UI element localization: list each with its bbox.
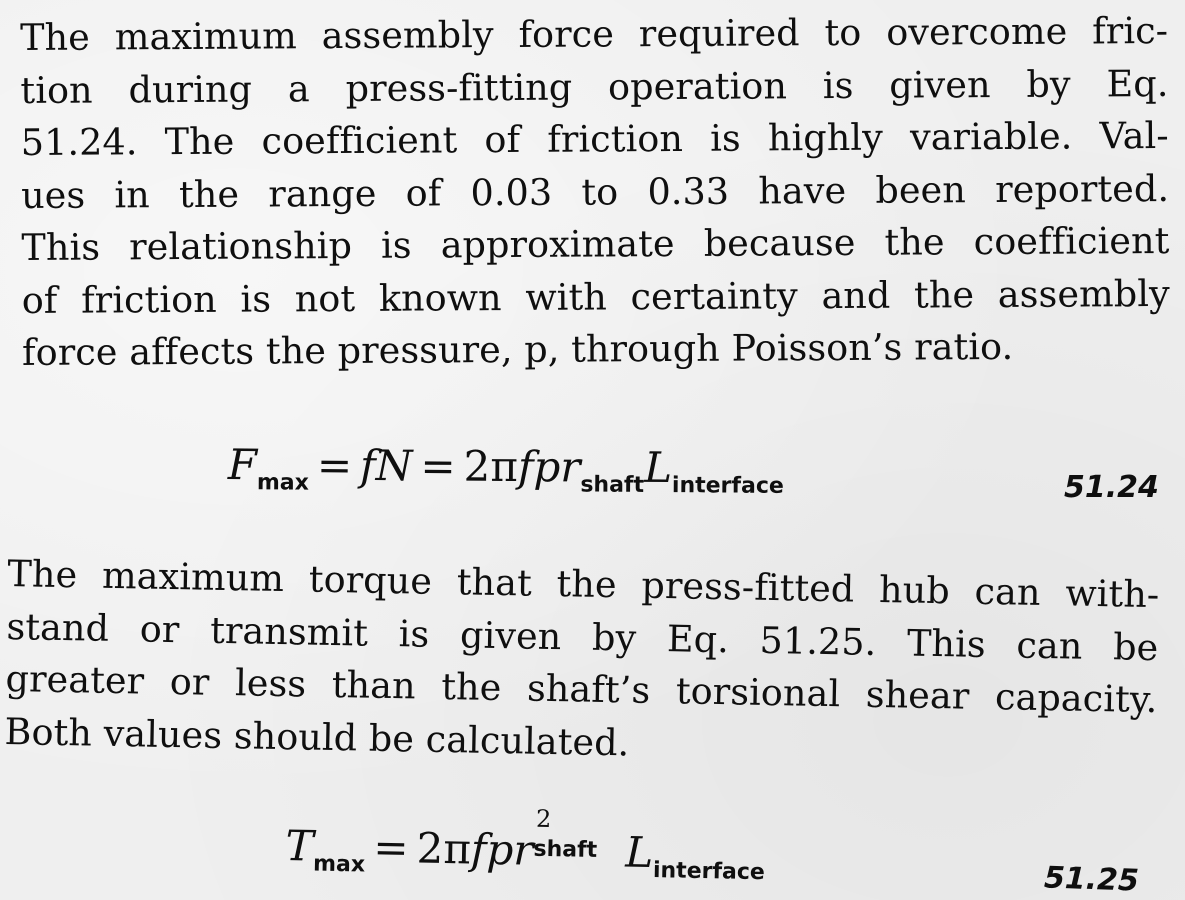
paragraph-assembly-force: [20, 5, 1170, 380]
eq-operator: =: [420, 441, 456, 491]
eq-subscript: max: [312, 851, 366, 878]
text-line: force affects the pressure, p, through Poisson’s ratio.: [21, 324, 1014, 374]
equation-number: 51.25: [1043, 860, 1140, 899]
eq-variables: fpr: [470, 824, 534, 875]
text-line: tion during a press-fitting operation is given by Eq.: [20, 61, 1169, 112]
text-line: greater or less than the shaft’s torsional shear capacity.: [5, 656, 1158, 722]
eq-coefficient: 2π: [416, 823, 472, 874]
equation-number: 51.24: [1064, 470, 1159, 505]
eq-subscript: interface: [652, 858, 766, 886]
text-line: 51.24. The coefficient of friction is highly variable. Val-: [20, 113, 1169, 164]
text-line: stand or transmit is given by Eq. 51.25. This can be: [6, 604, 1159, 669]
equation-max-assembly-force: [227, 440, 784, 499]
text-line: of friction is not known with certainty and the assembly: [21, 271, 1170, 322]
eq-superscript: 2: [535, 804, 552, 834]
eq-symbol-F: F: [227, 440, 258, 490]
text-line: The maximum assembly force required to overcome fric-: [20, 8, 1169, 59]
eq-subscript: interface: [671, 473, 784, 499]
eq-coefficient: 2π: [463, 441, 519, 492]
eq-subscript: max: [256, 470, 309, 496]
eq-subscript: shaft: [580, 472, 645, 498]
eq-script-stack: [533, 804, 626, 867]
eq-symbol-T: T: [285, 820, 314, 871]
eq-symbol-L: L: [644, 442, 673, 493]
text-line: This relationship is approximate because the coefficient: [21, 218, 1170, 269]
equation-max-torque: [285, 804, 766, 886]
text-line: The maximum torque that the press-fitted hub can with-: [7, 551, 1160, 617]
eq-symbol-L: L: [624, 827, 654, 878]
eq-subscript: shaft: [533, 836, 598, 863]
text-line: Both values should be calculated.: [4, 709, 630, 764]
eq-term: fN: [359, 440, 413, 491]
paragraph-max-torque: [4, 548, 1160, 779]
text-line: ues in the range of 0.03 to 0.33 have been reported.: [20, 166, 1170, 217]
eq-operator: =: [316, 440, 353, 490]
eq-operator: =: [372, 822, 410, 873]
eq-variables: fpr: [517, 442, 581, 492]
